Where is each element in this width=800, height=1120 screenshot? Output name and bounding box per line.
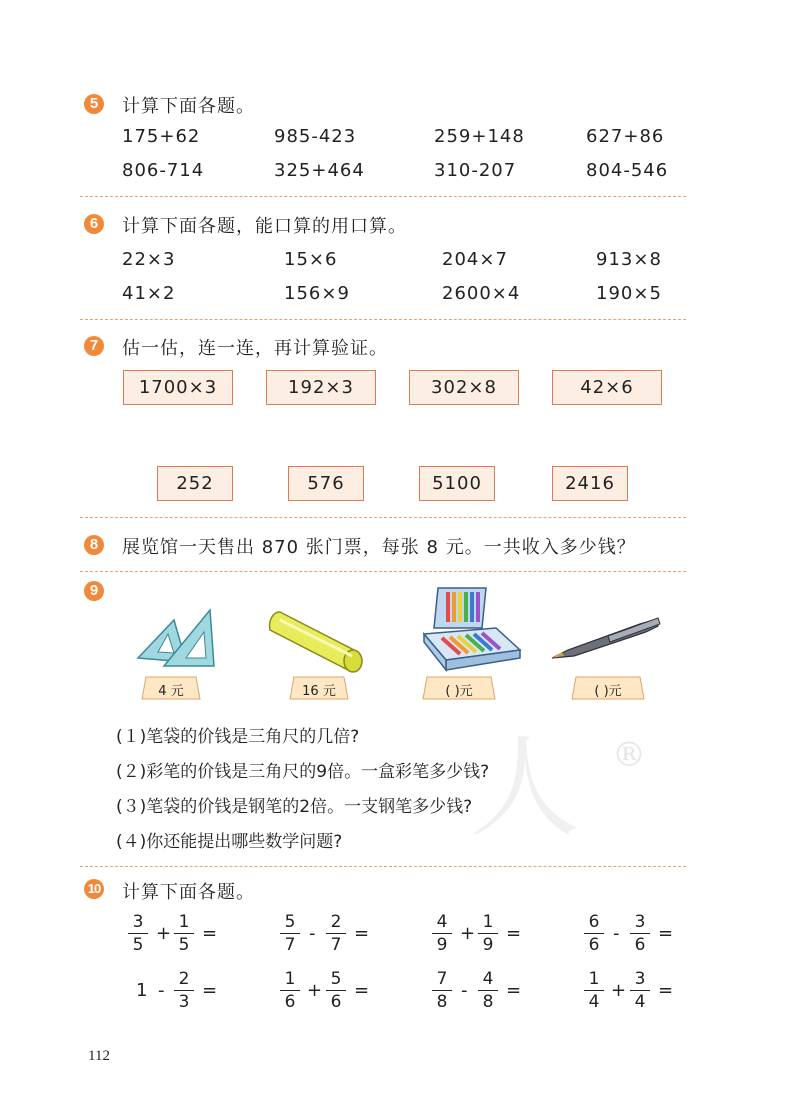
fraction: 1 5	[174, 912, 194, 955]
q5-expr: 325+464	[274, 160, 365, 181]
question-6-badge: 6	[84, 214, 104, 234]
q9-subquestion: (３)笔袋的价钱是钢笔的2倍。一支钢笔多少钱?	[116, 797, 473, 817]
operator: -	[158, 980, 165, 1001]
q6-expr: 2600×4	[442, 283, 521, 304]
q5-expr: 259+148	[434, 126, 525, 147]
triangle-rulers-icon	[134, 606, 216, 668]
section-divider	[80, 866, 686, 867]
q9-subquestion: (２)彩笔的价钱是三角尺的9倍。一盒彩笔多少钱?	[116, 762, 490, 782]
fraction: 5 6	[326, 969, 346, 1012]
operator: +	[307, 980, 323, 1001]
q9-subquestion: (１)笔袋的价钱是三角尺的几倍?	[116, 727, 360, 747]
question-8-text: 展览馆一天售出 870 张门票，每张 8 元。一共收入多少钱？	[122, 537, 636, 558]
estimate-card[interactable]: 192×3	[266, 370, 376, 405]
question-6-title: 计算下面各题，能口算的用口算。	[122, 216, 407, 237]
operator: -	[309, 923, 316, 944]
q5-expr: 310-207	[434, 160, 517, 181]
fraction: 1 6	[280, 969, 300, 1012]
fraction: 1 4	[584, 969, 604, 1012]
equals-sign: =	[354, 923, 370, 944]
fraction: 6 6	[584, 912, 604, 955]
q6-expr: 41×2	[122, 283, 176, 304]
q5-expr: 627+86	[586, 126, 665, 147]
q6-expr: 156×9	[284, 283, 350, 304]
question-9-badge: 9	[84, 581, 104, 601]
q5-expr: 806-714	[122, 160, 205, 181]
estimate-card[interactable]: 42×6	[552, 370, 662, 405]
marker-box-icon	[416, 584, 522, 674]
fraction: 5 7	[280, 912, 300, 955]
result-card[interactable]: 576	[288, 466, 364, 501]
question-10-badge: 10	[84, 879, 104, 899]
q6-expr: 190×5	[596, 283, 662, 304]
equals-sign: =	[506, 980, 522, 1001]
question-8-badge: 8	[84, 535, 104, 555]
equals-sign: =	[658, 923, 674, 944]
page-number: 112	[88, 1048, 110, 1064]
pencil-case-icon	[266, 604, 370, 674]
q5-expr: 175+62	[122, 126, 201, 147]
fraction: 3 5	[128, 912, 148, 955]
section-divider	[80, 517, 686, 518]
fraction: 3 6	[630, 912, 650, 955]
question-10-title: 计算下面各题。	[122, 882, 255, 903]
fraction: 7 8	[432, 969, 452, 1012]
q6-expr: 22×3	[122, 249, 176, 270]
section-divider	[80, 571, 686, 572]
fraction: 1 9	[478, 912, 498, 955]
section-divider	[80, 319, 686, 320]
question-7-badge: 7	[84, 336, 104, 356]
q6-expr: 204×7	[442, 249, 508, 270]
equals-sign: =	[202, 980, 218, 1001]
operator: +	[156, 923, 172, 944]
pen-icon	[548, 614, 664, 662]
estimate-card[interactable]: 1700×3	[123, 370, 233, 405]
price-label: 4 元	[158, 684, 184, 699]
q9-subquestion: (４)你还能提出哪些数学问题?	[116, 832, 343, 852]
question-5-badge: 5	[84, 94, 104, 114]
price-label: ( )元	[594, 684, 622, 699]
operator: +	[611, 980, 627, 1001]
question-7-title: 估一估，连一连，再计算验证。	[122, 338, 388, 359]
result-card[interactable]: 5100	[419, 466, 495, 501]
q5-expr: 985-423	[274, 126, 357, 147]
publisher-watermark-logo: 人	[470, 724, 580, 852]
whole-number: 1	[136, 980, 148, 1001]
fraction: 3 4	[630, 969, 650, 1012]
result-card[interactable]: 2416	[552, 466, 628, 501]
section-divider	[80, 196, 686, 197]
fraction: 4 9	[432, 912, 452, 955]
q5-expr: 804-546	[586, 160, 669, 181]
fraction: 2 7	[326, 912, 346, 955]
equals-sign: =	[506, 923, 522, 944]
result-card[interactable]: 252	[157, 466, 233, 501]
equals-sign: =	[202, 923, 218, 944]
equals-sign: =	[658, 980, 674, 1001]
price-label: 16 元	[302, 684, 336, 699]
registered-mark: ®	[612, 735, 646, 775]
fraction: 2 3	[174, 969, 194, 1012]
operator: -	[461, 980, 468, 1001]
q6-expr: 15×6	[284, 249, 338, 270]
q6-expr: 913×8	[596, 249, 662, 270]
question-5-title: 计算下面各题。	[122, 96, 255, 117]
fraction: 4 8	[478, 969, 498, 1012]
estimate-card[interactable]: 302×8	[409, 370, 519, 405]
operator: -	[613, 923, 620, 944]
price-label: ( )元	[445, 684, 473, 699]
operator: +	[460, 923, 476, 944]
equals-sign: =	[354, 980, 370, 1001]
